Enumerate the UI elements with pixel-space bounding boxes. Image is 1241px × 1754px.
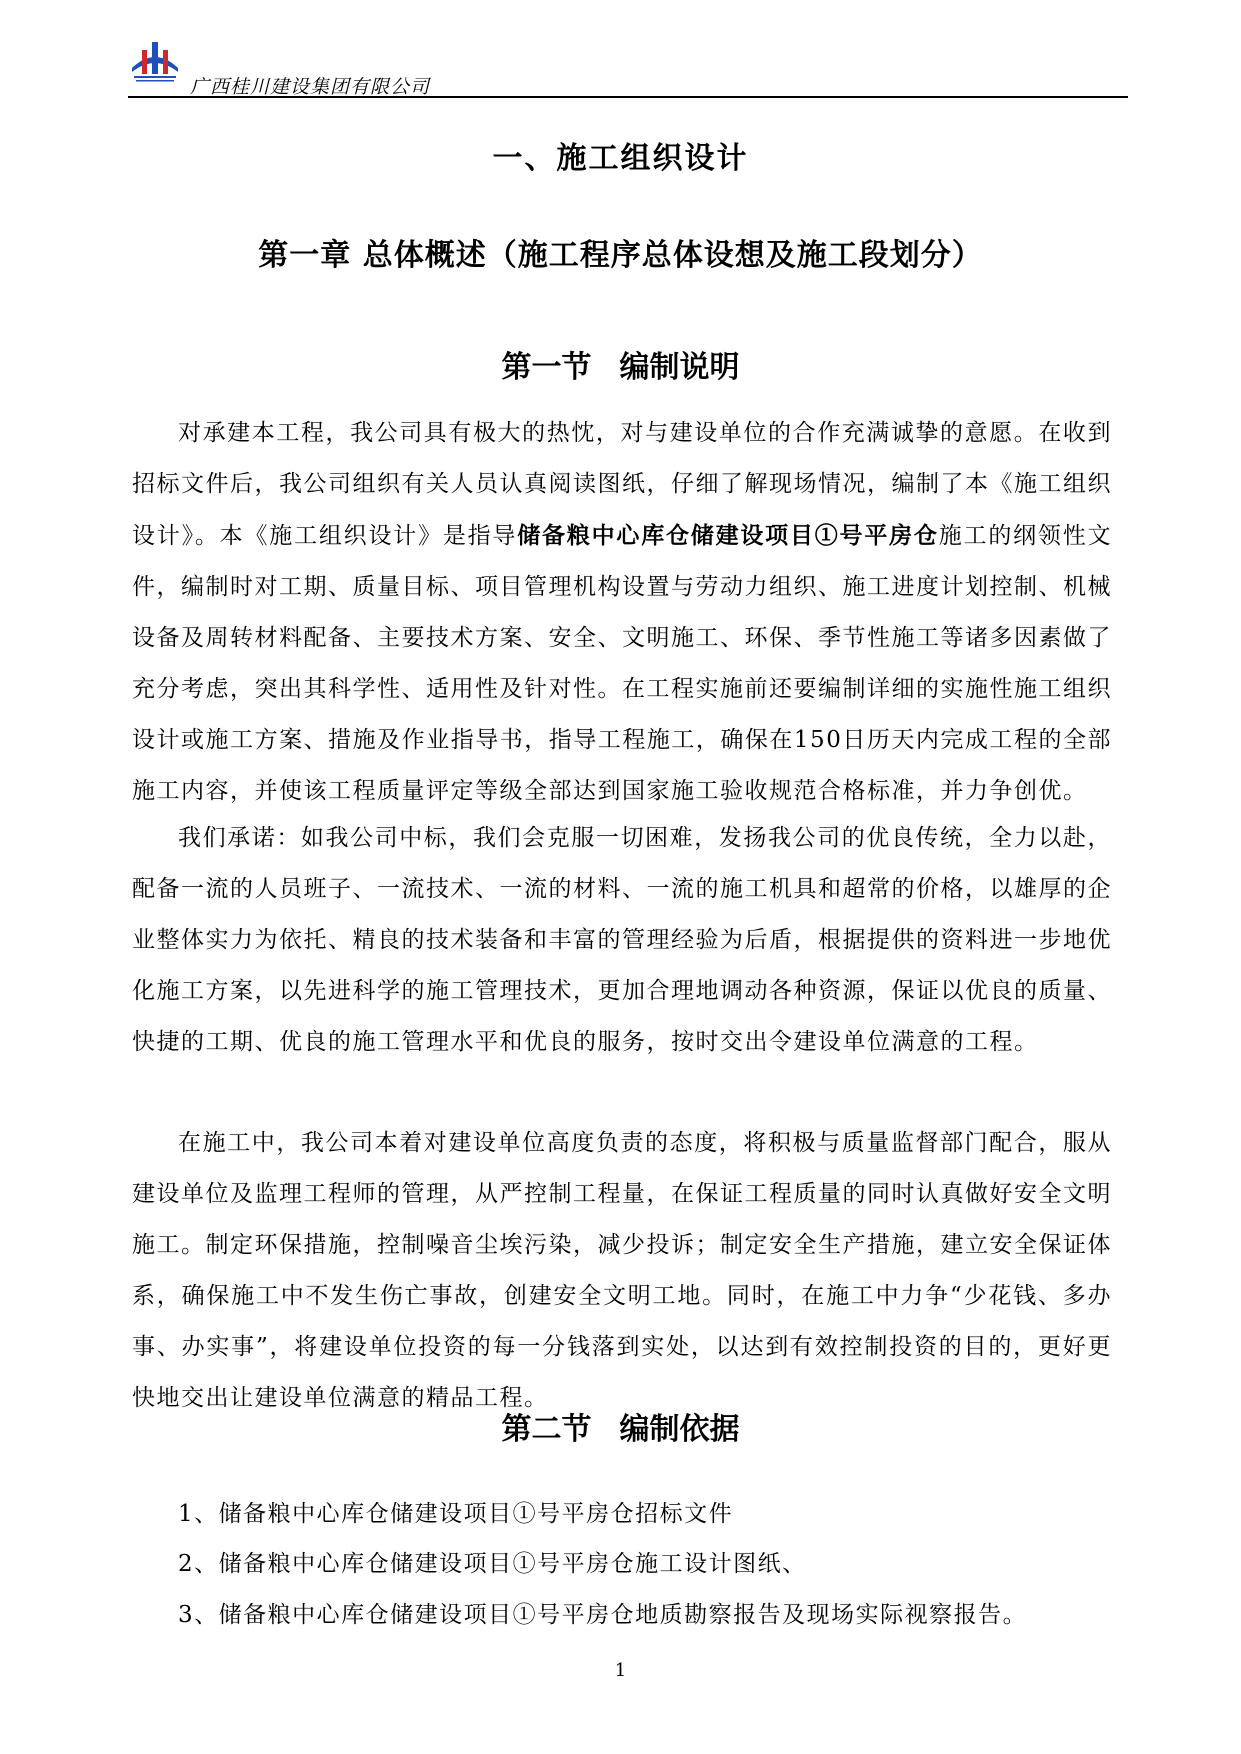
basis-item: 3、储备粮中心库仓储建设项目①号平房仓地质勘察报告及现场实际视察报告。 (178, 1602, 1028, 1628)
page-number: 1 (614, 1660, 627, 1681)
paragraph-1-after: 施工的纲领性文件，编制时对工期、质量目标、项目管理机构设置与劳动力组织、施工进度计划控制、机械设备及周转材料配备、主要技术方案、安全、文明施工、环保、季节性施工等诸多因素做了充分考虑，突出其科学性、适用性及针对性。在工程实施前还要编制详细的实施性施工组织设计或施工方案、措施及作业指导书，指导工程施工，确保在150日历天内完成工程的全部施工内容，并使该工程质量评定等级全部达到国家施工验收规范合格标准，并力争创优。 (132, 523, 1113, 804)
document-title: 一、施工组织设计 (492, 141, 749, 176)
paragraph-3: 在施工中，我公司本着对建设单位高度负责的态度，将积极与质量监督部门配合，服从建设单位及监理工程师的管理，从严控制工程量，在保证工程质量的同时认真做好安全文明施工。制定环保措施，控制噪音尘埃污染，减少投诉；制定安全生产措施，建立安全保证体系，确保施工中不发生伤亡事故，创建安全文明工地。同时，在施工中力争“少花钱、多办事、办实事”，将建设单位投资的每一分钱落到实处，以达到有效控制投资的目的，更好更快地交出让建设单位满意的精品工程。 (132, 1130, 1112, 1411)
basis-item: 1、储备粮中心库仓储建设项目①号平房仓招标文件 (178, 1501, 734, 1527)
section-2-heading (0, 1404, 1241, 1448)
company-name: 广西桂川建设集团有限公司 (190, 76, 431, 98)
company-logo-icon (128, 38, 182, 86)
paragraph-2: 我们承诺：如我公司中标，我们会克服一切困难，发扬我公司的优良传统，全力以赴，配备一流的人员班子、一流技术、一流的材料、一流的施工机具和超常的价格，以雄厚的企业整体实力为依托、精良的技术装备和丰富的管理经验为后盾，根据提供的资料进一步地优化施工方案，以先进科学的施工管理技术，更加合理地调动各种资源，保证以优良的质量、快捷的工期、优良的施工管理水平和优良的服务，按时交出令建设单位满意的工程。 (132, 825, 1112, 1055)
page-header (128, 38, 1128, 98)
paragraph-1-before: 对承建本工程，我公司具有极大的热忱，对与建设单位的合作充满诚挚的意愿。在收到招标文件后，我公司组织有关人员认真阅读图纸，仔细了解现场情况，编制了本《施工组织设计》。本《施工组织设计》是指导 (132, 420, 1112, 549)
section-1-number: 第一节 (501, 350, 592, 385)
project-name: 储备粮中心库仓储建设项目①号平房仓 (517, 522, 939, 549)
chapter-title: 第一章 总体概述（施工程序总体设想及施工段划分） (258, 238, 983, 273)
section-2-title: 编制依据 (619, 1412, 740, 1447)
header-rule (128, 96, 1128, 98)
section-1-title: 编制说明 (619, 350, 740, 385)
paragraph-1 (132, 408, 1112, 817)
section-2-number: 第二节 (501, 1412, 592, 1447)
section-1-heading (0, 342, 1241, 386)
basis-item: 2、储备粮中心库仓储建设项目①号平房仓施工设计图纸、 (178, 1551, 807, 1577)
